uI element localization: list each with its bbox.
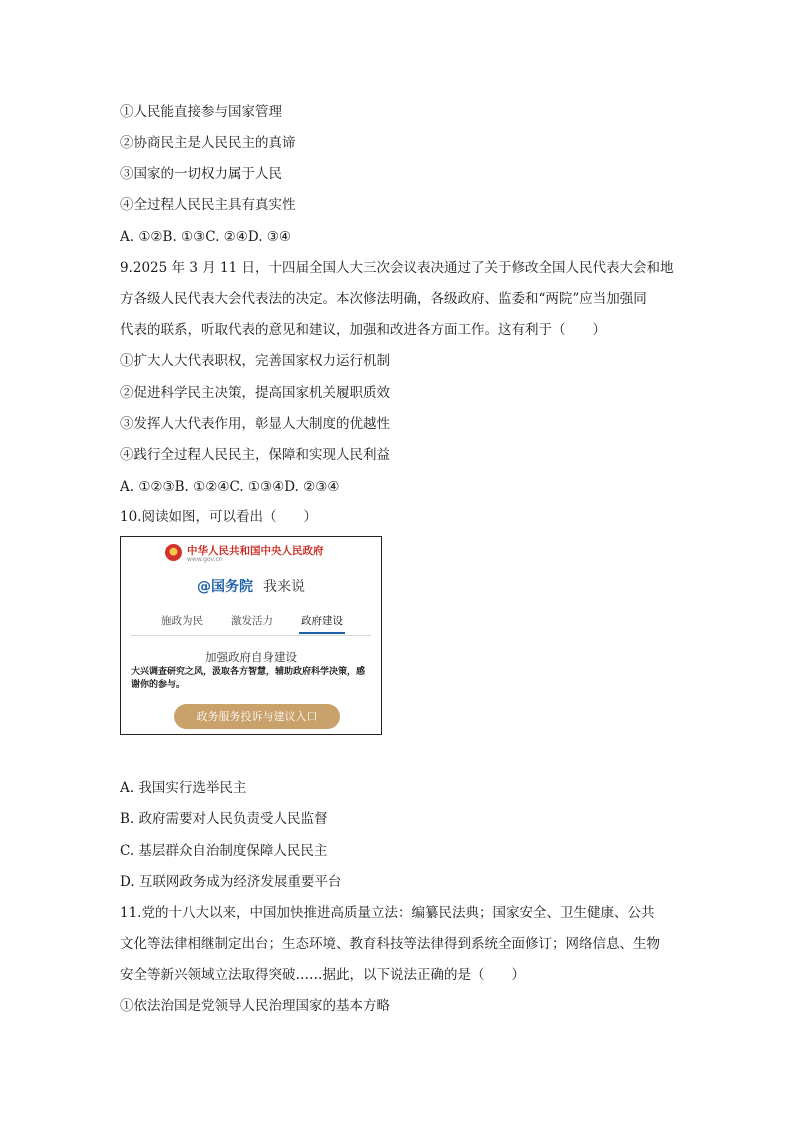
q10-stem: 10.阅读如图，可以看出（ ） (120, 509, 317, 525)
q9-option-3: ③发挥人大代表作用，彰显人大制度的优越性 (120, 416, 390, 432)
q8-option-4: ④全过程人民民主具有真实性 (120, 197, 296, 213)
q9-stem-line-3: 代表的联系，听取代表的意见和建议，加强和改进各方面工作。这有利于（ ） (120, 322, 606, 338)
national-emblem-icon (165, 544, 182, 561)
headline-rest: 我来说 (263, 579, 305, 595)
figure-body-text: 大兴调查研究之风，汲取各方智慧，辅助政府科学决策，感谢你的参与。 (131, 667, 366, 690)
q9-stem-line-1: 9.2025 年 3 月 11 日，十四届全国人大三次会议表决通过了关于修改全国人民代表大会和地 (120, 260, 674, 276)
q10-option-a: A. 我国实行选举民主 (120, 780, 247, 796)
tab-1: 施政为民 (161, 615, 203, 627)
q11-stem-line-2: 文化等法律相继制定出台；生态环境、教育科技等法律得到系统全面修订；网络信息、生物 (120, 936, 660, 952)
q9-option-1: ①扩大人大代表职权，完善国家权力运行机制 (120, 353, 390, 369)
q10-option-b: B. 政府需要对人民负责受人民监督 (120, 811, 328, 827)
q9-option-2: ②促进科学民主决策，提高国家机关履职质效 (120, 385, 390, 401)
q8-choices: A. ①②B. ①③C. ②④D. ③④ (120, 229, 292, 245)
q10-option-c: C. 基层群众自治制度保障人民民主 (120, 843, 328, 859)
figure-headline (121, 576, 381, 596)
site-title: 中华人民共和国中央人民政府 (187, 545, 324, 557)
tab-active: 政府建设 (301, 615, 343, 627)
q10-option-d: D. 互联网政务成为经济发展重要平台 (120, 874, 342, 890)
q10-figure (120, 536, 382, 735)
q8-option-1: ①人民能直接参与国家管理 (120, 104, 282, 120)
site-url: www.gov.cn (187, 556, 223, 563)
q8-option-3: ③国家的一切权力属于人民 (120, 166, 282, 182)
q11-stem-line-3: 安全等新兴领域立法取得突破……据此，以下说法正确的是（ ） (120, 967, 525, 983)
q11-option-1: ①依法治国是党领导人民治理国家的基本方略 (120, 998, 390, 1014)
tab-2: 激发活力 (231, 615, 273, 627)
figure-subtitle: 加强政府自身建设 (205, 650, 297, 664)
q8-option-2: ②协商民主是人民民主的真谛 (120, 135, 296, 151)
complaint-suggestion-button: 政务服务投诉与建议入口 (174, 704, 340, 729)
q11-stem-line-1: 11.党的十八大以来，中国加快推进高质量立法：编纂民法典；国家安全、卫生健康、公共 (120, 905, 655, 921)
q9-option-4: ④践行全过程人民民主，保障和实现人民利益 (120, 447, 390, 463)
active-tab-underline (299, 632, 345, 634)
tab-divider (131, 635, 371, 636)
q9-stem-line-2: 方各级人民代表大会代表法的决定。本次修法明确，各级政府、监委和“两院”应当加强同 (120, 291, 647, 307)
q9-choices: A. ①②③B. ①②④C. ①③④D. ②③④ (120, 479, 340, 495)
headline-at: @国务院 (197, 579, 253, 595)
